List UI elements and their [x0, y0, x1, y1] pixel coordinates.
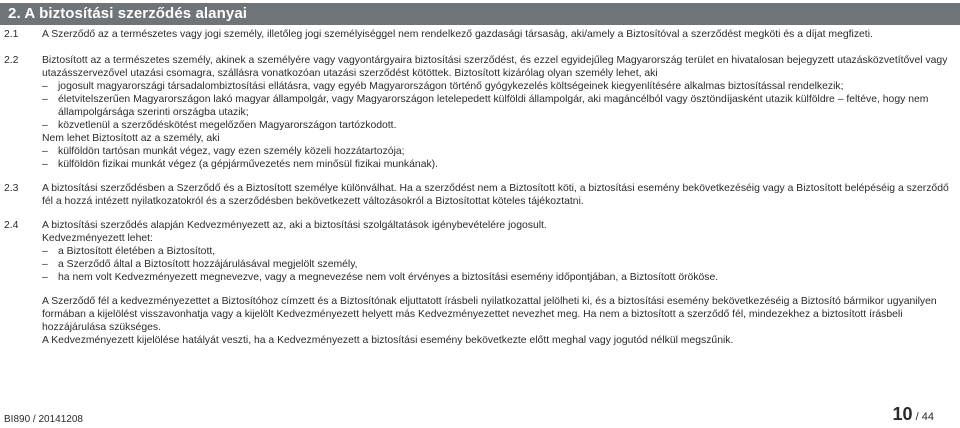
section-number: 2.3: [4, 183, 19, 194]
document-code: BI890 / 20141208: [4, 414, 83, 425]
page-number: [893, 404, 934, 425]
section-2-2: [4, 54, 954, 171]
section-2-4: [4, 219, 954, 347]
dash-bullet: –: [42, 94, 48, 105]
paragraph: A Kedvezményezett kijelölése hatályát veszti, ha a Kedvezményezett a biztosítási esemény bekövetkezte előtt meghal vagy jogutód nélkül megszűnik.: [42, 335, 734, 346]
section-text: A biztosítási szerződés alapján Kedvezményezett az, aki a biztosítási szolgáltatások igénybevételére jogosult.: [42, 220, 547, 231]
list-item: – a Biztosított életében a Biztosított,: [42, 246, 216, 257]
section-2-3: [4, 182, 954, 208]
section-number: 2.1: [4, 29, 19, 40]
list-item: – a Szerződő által a Biztosított hozzájárulásával megjelölt személy,: [42, 259, 358, 270]
section-text: A biztosítási szerződésben a Szerződő és a Biztosított személye különválhat. Ha a szerződést nem a Biztosított köti, a biztosítási esemény bekövetkezéséig vagy a Biztosított belépéséig a szerződő fél a hozzá intézett nyilatkozatokról és a szerződésben bekövetkezett változásokról a Biztosítottat köteles tájékoztatni.: [42, 183, 949, 207]
dash-bullet: –: [42, 259, 48, 270]
section-2-1: [4, 28, 954, 41]
list-item: – életvitelszerűen Magyarországon lakó magyar állampolgár, vagy Magyarországon letelepedett külföldi állampolgár, aki magáncélból vagy ösztöndíjasként utazik külföldre – feltéve, hogy nem állampolgársága szerinti országba utazik;: [42, 94, 929, 118]
page-total: 44: [921, 411, 934, 423]
dash-bullet: –: [42, 246, 48, 257]
section-text: Biztosított az a természetes személy, akinek a személyére vagy vagyontárgyaira biztosítási szerződést, és ezzel egyidejűleg Magyarország terület en hivatalosan bejegyzett utazásközvetítővel vagy utazásszervezővel utazási csomagra, szállásra vonatkozóan utazási szerződést kötöttek. Biztosított kizárólag olyan személy lehet, aki: [42, 55, 948, 79]
list-item: – közvetlenül a szerződéskötést megelőzően Magyarországon tartózkodott.: [42, 120, 397, 131]
list-item: – ha nem volt Kedvezményezett megnevezve, vagy a megnevezése nem volt érvényes a biztosítási esemény időpontjában, a Biztosított örököse.: [42, 272, 719, 283]
section-header-bar: [0, 3, 960, 25]
dash-bullet: –: [42, 159, 48, 170]
list-item: – külföldön tartósan munkát végez, vagy ezen személy közeli hozzátartozója;: [42, 146, 405, 157]
paragraph: A Szerződő fél a kedvezményezettet a Biztosítóhoz címzett és a Biztosítónak eljuttatott írásbeli nyilatkozattal jelölheti ki, és a biztosítási esemény bekövetkezéséig a Biztosító bármikor ugyanilyen formában a kijelölést visszavonhatja vagy a kijelölt Kedvezményezett helyett más Kedvezményezettet nevezhet meg. Ha nem a biztosított a szerződő fél, mindezekhez a biztosított írásbeli hozzájárulása szükséges.: [42, 296, 937, 333]
section-text: A Szerződő az a természetes vagy jogi személy, illetőleg jogi személyiséggel nem rendelkező gazdasági társaság, aki/amely a Biztosítóval a szerződést megköti és a díjat megfizeti.: [42, 29, 873, 40]
section-number: 2.2: [4, 55, 19, 66]
dash-bullet: –: [42, 272, 48, 283]
dash-bullet: –: [42, 146, 48, 157]
dash-bullet: –: [42, 81, 48, 92]
dash-bullet: –: [42, 120, 48, 131]
page-separator: /: [912, 411, 922, 423]
beneficiary-label: Kedvezményezett lehet:: [42, 233, 153, 244]
list-item: – jogosult magyarországi társadalombiztosítási ellátásra, vagy egyéb Magyarországon történő gyógykezelés költségeinek kiegyenlítésére alkalmas biztosítással rendelkezik;: [42, 81, 844, 92]
list-item: – külföldön fizikai munkát végez (a gépjárművezetés nem minősül fizikai munkának).: [42, 159, 439, 170]
page-current: 10: [892, 404, 913, 424]
document-body: [4, 28, 954, 347]
section-number: 2.4: [4, 220, 19, 231]
not-insured-label: Nem lehet Biztosított az a személy, aki: [42, 133, 220, 144]
section-title: 2. A biztosítási szerződés alanyai: [8, 5, 248, 22]
